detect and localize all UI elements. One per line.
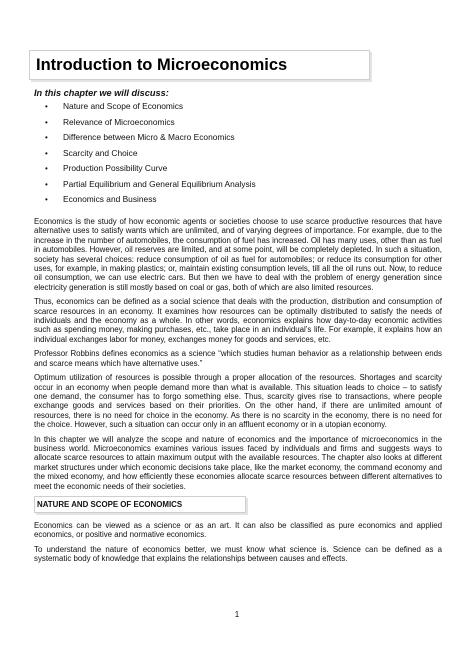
- topic-item: [34, 192, 256, 208]
- topic-label: Partial Equilibrium and General Equilibrium Analysis: [63, 178, 256, 189]
- bullet-icon: •: [45, 133, 48, 142]
- topic-list: [34, 99, 256, 208]
- body-paragraph: Optimum utilization of resources is possible through a proper allocation of the resources. Shortages and scarcity occur in an economy when people demand more than what is available. This situation leads to choice – to satisfy one demand, the consumer has to forgo something else. Thus, scarcity gives rise to transactions, where people exchange goods and services based on their priorities. On the other hand, if there are unlimited amount of resources, there is no need for choice in the economy. As there is no scarcity in the economy, there is no need for the choice. However, such a situation can occur only in an affluent economy or in a utopian economy.: [34, 373, 442, 430]
- chapter-body: [34, 217, 442, 569]
- bullet-icon: •: [45, 164, 48, 173]
- bullet-icon: •: [45, 195, 48, 204]
- topic-label: Relevance of Microeconomics: [63, 116, 175, 127]
- topic-label: Production Possibility Curve: [63, 163, 168, 173]
- body-paragraph: Professor Robbins defines economics as a science “which studies human behavior as a relationship between ends and scarce means which have alternative uses.”: [34, 349, 442, 368]
- page-number: 1: [234, 610, 240, 619]
- body-paragraph: Thus, economics can be defined as a social science that deals with the production, distribution and consumption of scarce resources in an economy. It examines how resources can be optimally distributed to satisfy the needs of individuals and the economy as a whole. In other words, economics explains how day-to-day economic activities such as spending money, making purchases, etc., take place in an individual’s life. For example, it explains how an individual exchanges labor for money, exchanges money for goods and services, etc.: [34, 297, 442, 344]
- topic-item: [34, 161, 256, 177]
- topic-label: Economics and Business: [63, 194, 157, 204]
- chapter-title-box: [29, 50, 370, 80]
- bullet-icon: •: [45, 148, 48, 158]
- section-heading-box: [34, 496, 246, 513]
- chapter-title: Introduction to Microeconomics: [36, 56, 288, 74]
- bullet-icon: •: [45, 102, 48, 111]
- topic-label: Difference between Micro & Macro Economics: [63, 132, 235, 142]
- bullet-icon: •: [45, 117, 48, 127]
- topic-item: [34, 130, 256, 146]
- section-paragraph: To understand the nature of economics better, we must know what science is. Science can be defined as a systematic body of knowledge that explains the relationships between causes and effects.: [34, 544, 442, 564]
- body-paragraph: In this chapter we will analyze the scope and nature of economics and the importance of microeconomics in the business world. Microeconomics examines various issues faced by individuals and firms and suggests ways to allocate scarce resources to attain maximum output with the available resources. The chapter also looks at different market structures under which economic decisions take place, like the market economy, the command economy and the mixed economy, and how efficiently these economies allocate scarce resources between different alternatives to meet the economic needs of their societies.: [34, 434, 442, 491]
- topic-item: [34, 115, 256, 131]
- topic-label: Scarcity and Choice: [63, 147, 138, 158]
- topic-item: [34, 146, 256, 162]
- topic-label: Nature and Scope of Economics: [63, 101, 184, 111]
- section-heading: NATURE AND SCOPE OF ECONOMICS: [37, 499, 183, 509]
- bullet-icon: •: [45, 179, 48, 189]
- body-paragraph: Economics is the study of how economic agents or societies choose to use scarce productive resources that have alternative uses to satisfy wants which are unlimited, and of varying degrees of importance. For example, due to the increase in the number of automobiles, the consumption of fuel has increased. Oil has many uses, other than as fuel in automobiles. However, oil reserves are limited, and at some point, will be completely depleted. In such a situation, society has several choices: reduce consumption of oil as fuel for automobiles; or reduce its consumption for other uses, for example, in making plastics; or, maintain existing consumption levels, till all the oil runs out. Now, to reduce oil consumption, we can use electric cars. But then we have to deal with the problem of energy generation since electricity generation is still mostly based on coal or gas, both of which are also limited resources.: [34, 217, 442, 292]
- section-paragraph: Economics can be viewed as a science or as an art. It can also be classified as pure economics and applied economics, or positive and normative economics.: [34, 520, 442, 540]
- topic-item: [34, 99, 256, 115]
- topic-item: [34, 177, 256, 193]
- chapter-intro-heading: In this chapter we will discuss:: [34, 88, 169, 98]
